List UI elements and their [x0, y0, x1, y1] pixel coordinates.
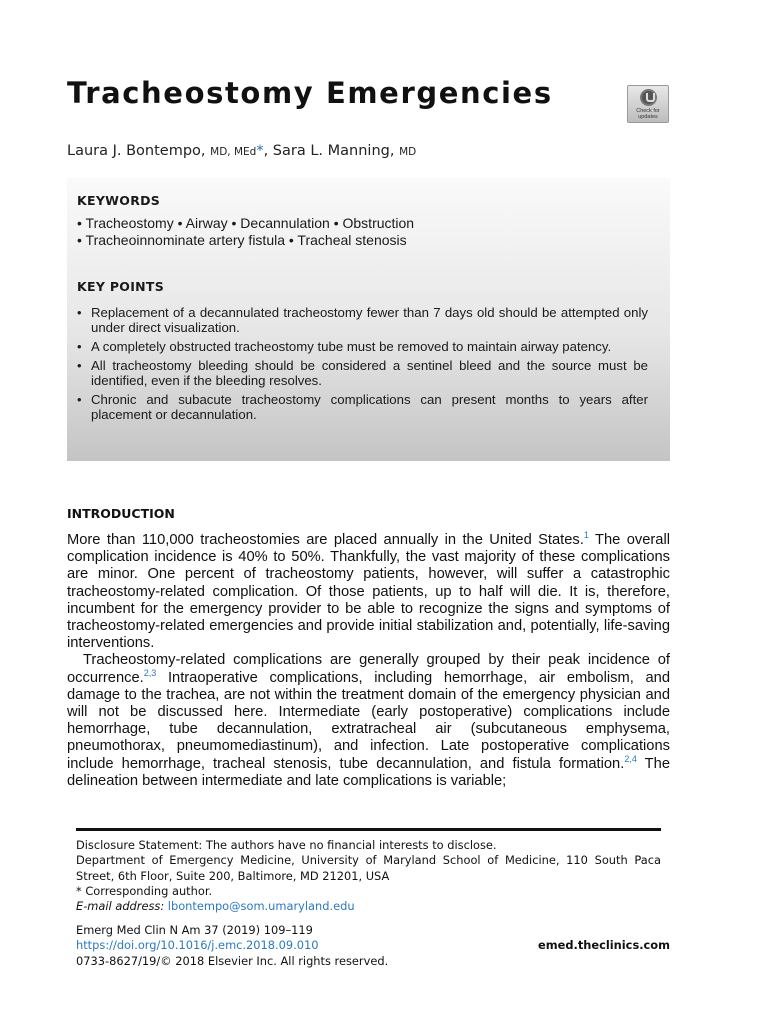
introduction-heading: INTRODUCTION [67, 506, 175, 521]
key-point-item: • A completely obstructed tracheostomy tube must be removed to maintain airway patency. [77, 339, 648, 354]
journal-citation: Emerg Med Clin N Am 37 (2019) 109–119 [76, 923, 313, 937]
author-2-name: Sara L. Manning, [272, 143, 395, 159]
key-points-heading: KEY POINTS [77, 279, 165, 294]
author-1-name: Laura J. Bontempo, [67, 143, 206, 159]
author-1-degrees: MD, MEd [210, 146, 257, 158]
key-point-item: • Chronic and subacute tracheostomy complications can present months to years after placement or decannulation. [77, 392, 648, 422]
author-2-degrees: MD [399, 146, 417, 158]
introduction-body [67, 532, 670, 790]
crossmark-icon [640, 89, 657, 106]
keywords-line-1: • Tracheostomy • Airway • Decannulation • Obstruction [77, 215, 415, 231]
keywords-heading: KEYWORDS [77, 193, 161, 208]
key-points-list [77, 305, 648, 426]
citation-ref-link[interactable]: 2,4 [624, 753, 637, 764]
citation-ref-link[interactable]: 1 [583, 530, 589, 541]
email-link[interactable]: lbontempo@som.umaryland.edu [167, 899, 355, 914]
intro-paragraph-1 [67, 532, 670, 652]
citation-ref-link[interactable]: 2,3 [143, 667, 157, 678]
email-line [76, 899, 661, 914]
intro-p2-text-a: Tracheostomy-related complications are generally grouped by their peak incidence of occurrence. [67, 652, 670, 686]
footnotes [76, 838, 661, 914]
check-for-updates-badge[interactable] [627, 85, 669, 123]
badge-label [628, 108, 668, 120]
author-separator: , [263, 143, 273, 159]
intro-paragraph-2 [67, 652, 670, 790]
intro-p2-text-b: Intraoperative complications, including hemorrhage, air embolism, and damage to the trachea, are not within the treatment domain of the emergency physician and will not be discussed here. Intermediate (early postoperative) complications include hemorrhage, tube decannulation, extratracheal air (subcutaneous emphysema, pneumothorax, pneumomediastinum), and infection. Late postoperative complications include hemorrhage, tracheal stenosis, tube decannulation, and fistula formation. [67, 669, 670, 772]
badge-line-1: Check for [636, 108, 660, 114]
key-point-item: • Replacement of a decannulated tracheostomy fewer than 7 days old should be attempted only under direct visualization. [77, 305, 648, 335]
email-label: E-mail address: [76, 899, 165, 914]
citation-block [76, 923, 670, 969]
disclosure-statement: Disclosure Statement: The authors have no financial interests to disclose. [76, 838, 497, 852]
journal-website: emed.theclinics.com [538, 938, 670, 953]
corresponding-author-mark[interactable]: * [256, 143, 264, 159]
affiliation: Department of Emergency Medicine, University of Maryland School of Medicine, 110 South Paca Street, 6th Floor, Suite 200, Baltimore, MD 21201, USA [76, 853, 661, 883]
author-line [67, 143, 416, 159]
intro-p1-text-a: More than 110,000 tracheostomies are placed annually in the United States. [67, 532, 584, 548]
doi-link[interactable]: https://doi.org/10.1016/j.emc.2018.09.010 [76, 938, 319, 953]
keywords-line-2: • Tracheoinnominate artery fistula • Tracheal stenosis [77, 232, 407, 248]
article-title: Tracheostomy Emergencies [67, 76, 553, 110]
corresponding-author-note: * Corresponding author. [76, 883, 213, 898]
key-point-item: • All tracheostomy bleeding should be considered a sentinel bleed and the source must be identified, even if the bleeding resolves. [77, 358, 648, 388]
footnote-divider [76, 828, 661, 831]
intro-p1-text-b: The overall complication incidence is 40% to 50%. Thankfully, the vast majority of these complications are minor. One percent of tracheostomy patients, however, will suffer a catastrophic tracheostomy-related complication. Of those patients, up to half will die. It is, therefore, incumbent for the emergency provider to be able to recognize the signs and symptoms of tracheostomy-related emergencies and provide initial stabilization and, potentially, life-saving interventions. [67, 532, 670, 652]
intro-p2-text-c: The delineation between intermediate and late complications is variable; [67, 755, 670, 789]
copyright-line: 0733-8627/19/© 2018 Elsevier Inc. All rights reserved. [76, 953, 389, 968]
keywords-keypoints-box [67, 178, 670, 461]
badge-line-2: updates [638, 114, 658, 120]
